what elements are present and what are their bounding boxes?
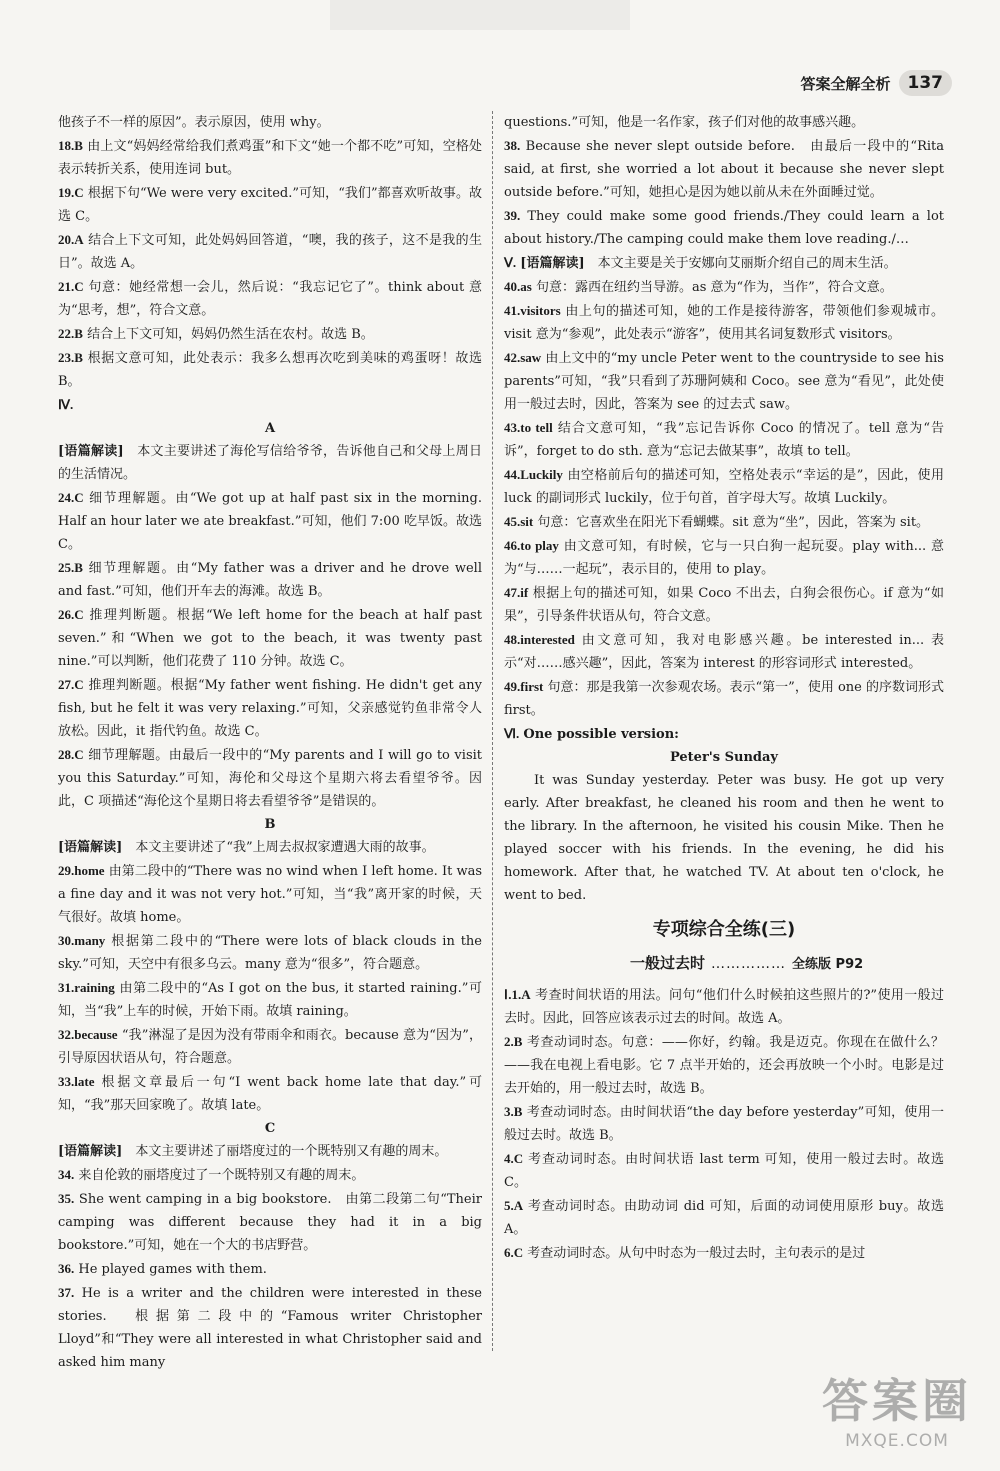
answer-text: 结合上下文可知，妈妈仍然生活在农村。故选 B。 xyxy=(87,327,374,342)
special-ref: 全练版 P92 xyxy=(792,957,864,972)
page-header xyxy=(800,66,952,100)
answer-number: 36. xyxy=(58,1261,75,1276)
answer-text: questions.”可知，他是一名作家，孩子们对他的故事感兴趣。 xyxy=(504,115,865,130)
answer-number: 19.C xyxy=(58,185,84,200)
answer-item xyxy=(504,983,944,1030)
answer-item xyxy=(58,1257,482,1281)
answer-text: He played games with them. xyxy=(78,1262,267,1277)
answer-number: 41.visitors xyxy=(504,303,561,318)
answer-text: 根据文章最后一句“I went back home late that day.”可知，“我”那天回家晚了。故填 late。 xyxy=(58,1075,482,1113)
answer-item xyxy=(58,1281,482,1374)
header-title: 答案全解全析 xyxy=(800,74,891,93)
answer-item xyxy=(504,416,944,463)
section-letter: B xyxy=(264,817,276,832)
answer-number: 48.interested xyxy=(504,632,575,647)
answer-number: 31.raining xyxy=(58,980,115,995)
answer-text: 句意：她经常想一会儿，然后说：“我忘记它了”。think about 意为“思考，想”，符合文意。 xyxy=(58,280,482,318)
column-divider xyxy=(492,111,493,1351)
answer-item xyxy=(504,1100,944,1147)
answer-number: 32.because xyxy=(58,1027,118,1042)
answer-text: 由上文中的“my uncle Peter went to the countryside to see his parents”可知，“我”只看到了苏珊阿姨和 Coco。see 意为“看见”，此处使用一般过去时，因此，答案为 see 的过去式 saw。 xyxy=(504,351,944,412)
answer-number: 30.many xyxy=(58,933,106,948)
answer-item xyxy=(504,251,944,275)
special-title: 专项综合全练(三) xyxy=(652,919,796,940)
answer-item xyxy=(504,134,944,204)
answer-text: 本文主要讲述了“我”上周去叔叔家遭遇大雨的故事。 xyxy=(135,840,435,855)
answer-text: 细节理解题。由“My father was a driver and he drove well and fast.”可知，他们开车去的海滩。故选 B。 xyxy=(58,561,482,599)
answer-number: 46.to play xyxy=(504,538,559,553)
answer-text: 根据文意可知，此处表示：我多么想再次吃到美味的鸡蛋呀！故选 B。 xyxy=(58,351,482,389)
answer-item xyxy=(504,299,944,346)
answer-number: 27.C xyxy=(58,677,84,692)
special-subtitle-text: 一般过去时 xyxy=(630,954,706,972)
answer-text: 根据下句“We were very excited.”可知，“我们”都喜欢听故事。故选 C。 xyxy=(58,186,482,224)
answer-text: She went camping in a big bookstore. 由第二段第二句“Their camping was different because they had it in a big bookstore.”可知，她在一个大的书店野营。 xyxy=(58,1192,482,1253)
answer-item xyxy=(58,1163,482,1187)
answer-item xyxy=(58,1187,482,1257)
answer-text: 由文意可知，我对电影感兴趣。be interested in... 表示“对……感兴趣”，因此，答案为 interest 的形容词形式 interested。 xyxy=(504,633,944,671)
answer-item xyxy=(504,675,944,722)
answer-number: 6.C xyxy=(504,1245,524,1260)
answer-item xyxy=(58,228,482,275)
answer-number: Ⅴ. xyxy=(504,255,517,270)
answer-item xyxy=(58,1070,482,1117)
answer-item xyxy=(58,322,482,346)
answer-number: 24.C xyxy=(58,490,84,505)
answer-number: 4.C xyxy=(504,1151,524,1166)
answer-number: 26.C xyxy=(58,607,84,622)
answer-text: 考查动词时态。句意：——你好，约翰。我是迈克。你现在在做什么？——我在电视上看电影。它 7 点半开始的，还会再放映一个小时。电影是过去开始的，用一般过去时，故选 B。 xyxy=(504,1035,944,1096)
answer-number: 18.B xyxy=(58,138,83,153)
answer-item xyxy=(58,486,482,556)
answer-text: 考查动词时态。从句中时态为一般过去时，主句表示的是过 xyxy=(527,1246,866,1261)
answer-text: 由上文“妈妈经常给我们煮鸡蛋”和下文“她一个都不吃”可知，空格处表示转折关系，使用连词 but。 xyxy=(58,139,482,177)
section-label: [语篇解读] xyxy=(58,444,124,459)
answer-number: 2.B xyxy=(504,1034,523,1049)
answer-item xyxy=(504,628,944,675)
answer-text: Because she never slept outside before. 由最后一段中的“Rita said, at first, she worried a lot about it because she never slept outside before.”可知，她担心是因为她以前从未在外面睡过觉。 xyxy=(504,139,944,200)
answer-text: 本文主要讲述了海伦写信给爷爷，告诉他自己和父母上周日的生活情况。 xyxy=(58,444,482,482)
watermark-logo: 答案圈 xyxy=(822,1374,972,1428)
answer-text: 推理判断题。根据“My father went fishing. He didn't get any fish, but he felt it was very relaxing.”可知，父亲感觉钓鱼非常令人放松。因此，it 指代钓鱼。故选 C。 xyxy=(58,678,482,739)
section-label: One possible version: xyxy=(523,727,679,742)
answer-number: 35. xyxy=(58,1191,75,1206)
answer-text: 细节理解题。由最后一段中的“My parents and I will go to visit you this Saturday.”可知，海伦和父母这个星期六将去看望爷爷。因此，C 项描述“海伦这个星期日将去看望爷爷”是错误的。 xyxy=(58,748,482,809)
left-column xyxy=(58,111,482,1374)
answer-number: 3.B xyxy=(504,1104,523,1119)
answer-text: 句意：露西在纽约当导游。as 意为“作为，当作”，符合文意。 xyxy=(535,280,893,295)
answer-text: 他孩子不一样的原因”。表示原因，使用 why。 xyxy=(58,115,330,130)
answer-number: 5.A xyxy=(504,1198,524,1213)
answer-number: 29.home xyxy=(58,863,105,878)
answer-text: He is a writer and the children were interested in these stories. 根据第二段中的“Famous writer Christopher Lloyd”和“They were all interested in what Christopher said and asked him many xyxy=(58,1286,482,1370)
watermark-site: MXQE.COM xyxy=(845,1431,949,1451)
special-items xyxy=(504,983,944,1265)
answer-item xyxy=(58,743,482,813)
answer-text: 考查动词时态。由时间状语 last term 可知，使用一般过去时。故选 C。 xyxy=(504,1152,944,1190)
answer-item xyxy=(504,1241,944,1265)
answer-item xyxy=(58,556,482,603)
answer-item xyxy=(504,463,944,510)
answer-item xyxy=(504,346,944,416)
answer-item xyxy=(58,275,482,322)
answer-text: 考查动词时态。由时间状语“the day before yesterday”可知，使用一般过去时。故选 B。 xyxy=(504,1105,944,1143)
answer-text: 考查动词时态。由助动词 did 可知，后面的动词使用原形 buy。故选 A。 xyxy=(504,1199,944,1237)
answer-number: 25.B xyxy=(58,560,83,575)
essay-title: Peter's Sunday xyxy=(669,750,778,765)
answer-item xyxy=(58,134,482,181)
answer-item xyxy=(58,346,482,393)
answer-number: 28.C xyxy=(58,747,84,762)
answer-text: 来自伦敦的丽塔度过了一个既特别又有趣的周末。 xyxy=(78,1168,365,1183)
answer-number: 22.B xyxy=(58,326,83,341)
watermark xyxy=(822,1365,972,1451)
right-column xyxy=(504,111,944,1265)
answer-text: 推理判断题。根据“We left home for the beach at half past seven.”和“When we got to the beach, it was twenty past nine.”可以判断，他们花费了 110 分钟。故选 C。 xyxy=(58,608,482,669)
answer-number: 39. xyxy=(504,208,521,223)
section-label: [语篇解读] xyxy=(520,256,585,271)
answer-text: 由文意可知，有时候，它与一只白狗一起玩耍。play with... 意为“与……一起玩”，表示目的，使用 to play。 xyxy=(504,539,944,577)
answer-item xyxy=(58,1140,482,1163)
page-number: 137 xyxy=(899,70,953,96)
answer-text: 结合上下文可知，此处妈妈回答道，“噢，我的孩子，这不是我的生日”。故选 A。 xyxy=(58,233,482,271)
answer-number: 33.late xyxy=(58,1074,95,1089)
answer-text: 由第二段中的“As I got on the bus, it started raining.”可知，当“我”上车的时候，开始下雨。故填 raining。 xyxy=(58,981,482,1019)
answer-item xyxy=(504,204,944,251)
answer-text: 细节理解题。由“We got up at half past six in the morning. Half an hour later we ate breakfast.”可知，他们 7:00 吃早饭。故选 C。 xyxy=(58,491,483,552)
answer-number: Ⅰ.1.A xyxy=(504,987,531,1002)
answer-item xyxy=(504,510,944,534)
answer-number: 49.first xyxy=(504,679,544,694)
answer-item xyxy=(504,581,944,628)
answer-number: 40.as xyxy=(504,279,532,294)
answer-item xyxy=(58,603,482,673)
answer-number: 38. xyxy=(504,138,521,153)
answer-number: 37. xyxy=(58,1285,75,1300)
special-subtitle xyxy=(504,951,944,977)
answer-number: 23.B xyxy=(58,350,83,365)
answer-text: 本文主要讲述了丽塔度过的一个既特别又有趣的周末。 xyxy=(135,1144,448,1159)
answer-item xyxy=(504,275,944,299)
answer-text: 根据第二段中的“There were lots of black clouds in the sky.”可知，天空中有很多乌云。many 意为“很多”，符合题意。 xyxy=(58,934,482,972)
answer-number: 43.to tell xyxy=(504,420,553,435)
answer-item xyxy=(58,976,482,1023)
special-dots: …………… xyxy=(711,956,787,972)
answer-text: 根据上句的描述可知，如果 Coco 不出去，白狗会很伤心。if 意为“如果”，引导条件状语从句，符合文意。 xyxy=(504,586,944,624)
answer-item xyxy=(58,673,482,743)
section-letter: C xyxy=(264,1121,276,1136)
answer-item xyxy=(504,534,944,581)
answer-text: 由空格前后句的描述可知，空格处表示“幸运的是”，因此，使用 luck 的副词形式 luckily，位于句首，首字母大写。故填 Luckily。 xyxy=(504,468,944,506)
top-band xyxy=(330,0,630,30)
answer-number: Ⅵ. xyxy=(504,726,520,741)
section-letter: A xyxy=(264,421,276,436)
answer-item xyxy=(58,393,482,417)
section-label: [语篇解读] xyxy=(58,840,123,855)
answer-text: 由第二段中的“There was no wind when I left home. It was a fine day and it was not very hot.”可知，当“我”离开家的时候，天气很好。故填 home。 xyxy=(58,864,482,925)
answer-item xyxy=(58,836,482,859)
essay-paragraph: It was Sunday yesterday. Peter was busy. He got up very early. After breakfast, he cleaned his room and then he went to the library. In the afternoon, he visited his cousin Mike. Then he played soccer with his friends. In the evening, he did his homework. After that, he watched TV. At about ten o'clock, he went to bed. xyxy=(504,773,944,903)
answer-text: “我”淋湿了是因为没有带雨伞和雨衣。because 意为“因为”，引导原因状语从句，符合题意。 xyxy=(58,1028,482,1066)
answer-text: 结合文意可知，“我”忘记告诉你 Coco 的情况了。tell 意为“告诉”，forget to do sth. 意为“忘记去做某事”，故填 to tell。 xyxy=(504,421,945,459)
answer-text: 句意：那是我第一次参观农场。表示“第一”，使用 one 的序数词形式 first。 xyxy=(504,680,944,718)
answer-text: 由上句的描述可知，她的工作是接待游客，带领他们参观城市。visit 意为“参观”，此处表示“游客”，使用其名词复数形式 visitors。 xyxy=(504,304,944,342)
answer-text: They could make some good friends./They could learn a lot about history./The camping could make them love reading./… xyxy=(504,209,945,247)
answer-item xyxy=(504,111,944,134)
answer-number: Ⅳ. xyxy=(58,397,74,412)
answer-item xyxy=(504,1194,944,1241)
answer-number: 47.if xyxy=(504,585,529,600)
right-entries xyxy=(504,111,944,746)
answer-item xyxy=(58,929,482,976)
answer-item xyxy=(58,181,482,228)
answer-item xyxy=(504,722,944,746)
answer-text: 本文主要是关于安娜向艾丽斯介绍自己的周末生活。 xyxy=(597,256,897,271)
answer-item xyxy=(58,440,482,486)
answer-item xyxy=(58,859,482,929)
answer-item xyxy=(504,1030,944,1100)
answer-number: 34. xyxy=(58,1167,75,1182)
answer-number: 45.sit xyxy=(504,514,534,529)
answer-number: 44.Luckily xyxy=(504,467,563,482)
answer-number: 21.C xyxy=(58,279,84,294)
answer-item xyxy=(58,1023,482,1070)
section-label: [语篇解读] xyxy=(58,1144,123,1159)
answer-text: 句意：它喜欢坐在阳光下看蝴蝶。sit 意为“坐”，因此，答案为 sit。 xyxy=(537,515,930,530)
answer-text: 考查时间状语的用法。问句“他们什么时候拍这些照片的?”使用一般过去时。因此，回答应该表示过去的时间。故选 A。 xyxy=(504,988,944,1026)
answer-item xyxy=(58,111,482,134)
answer-number: 42.saw xyxy=(504,350,542,365)
answer-number: 20.A xyxy=(58,232,84,247)
answer-item xyxy=(504,1147,944,1194)
